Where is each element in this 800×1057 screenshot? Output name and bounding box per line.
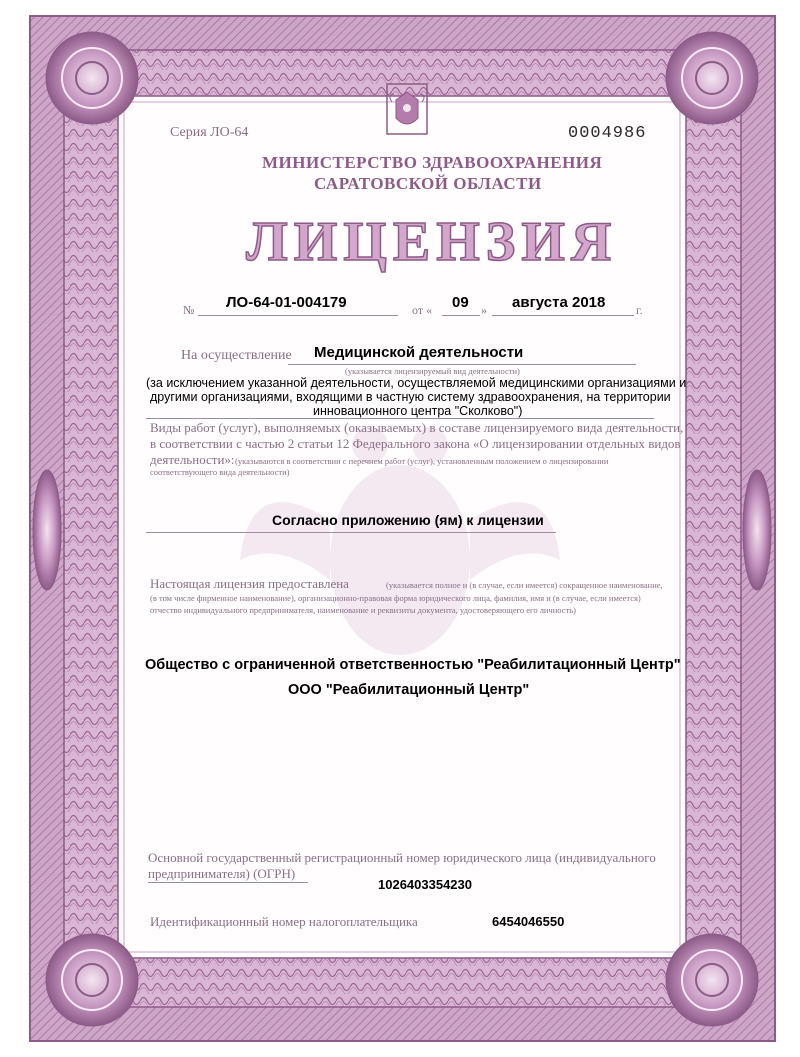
activity-value: Медицинской деятельности xyxy=(314,344,524,361)
corner-rosette-bl xyxy=(46,934,138,1026)
ministry-line-2: САРАТОВСКОЙ ОБЛАСТИ xyxy=(314,174,542,193)
license-day: 09 xyxy=(452,294,469,311)
activity-exclusion-1: (за исключением указанной деятельности, осуществляемой медицинскими организациями и xyxy=(146,376,687,390)
document-title: ЛИЦЕНЗИЯ xyxy=(246,211,618,273)
works-value: Согласно приложению (ям) к лицензии xyxy=(272,512,544,528)
granted-hint-2: (в том числе фирменное наименование), организационно-правовая форма юридического лица, фамилия, имя и (в случае, если имеется) xyxy=(150,593,641,603)
ogrn-value: 1026403354230 xyxy=(378,877,472,892)
license-number-label: № xyxy=(183,303,195,317)
series-label: Серия ЛО-64 xyxy=(170,125,249,140)
corner-rosette-tr xyxy=(666,32,758,124)
ogrn-label-2: предпринимателя) (ОГРН) xyxy=(148,866,296,881)
works-hint-2: соответствующего вида деятельности) xyxy=(150,467,290,477)
holder-full-name: Общество с ограниченной ответственностью "Реабилитационный Центр" xyxy=(145,657,681,673)
granted-hint-1: (указывается полное и (в случае, если имеется) сокращенное наименование, xyxy=(386,580,663,590)
ministry-line-1: МИНИСТЕРСТВО ЗДРАВООХРАНЕНИЯ xyxy=(262,153,603,172)
license-month-year: августа 2018 xyxy=(512,294,606,311)
granted-label: Настоящая лицензия предоставлена xyxy=(150,576,349,591)
ogrn-label-1: Основной государственный регистрационный номер юридического лица (индивидуального xyxy=(148,850,656,865)
activity-hint: (указывается лицензируемый вид деятельности) xyxy=(345,366,520,376)
inn-value: 6454046550 xyxy=(492,914,565,929)
license-number-value: ЛО-64-01-004179 xyxy=(226,294,347,311)
corner-rosette-br xyxy=(666,934,758,1026)
granted-hint-3: отчество индивидуального предпринимателя, наименование и реквизиты документа, удостоверяющего его личность) xyxy=(150,605,576,615)
date-from-label: от « xyxy=(412,303,433,317)
holder-short-name: ООО "Реабилитационный Центр" xyxy=(288,682,530,698)
works-line-2: в соответствии с частью 2 статьи 12 Федерального закона «О лицензировании отдельных видов xyxy=(150,436,681,451)
year-suffix: г. xyxy=(636,303,643,317)
works-hint-1: (указываются в соответствии с перечнем работ (услуг), установленным положением о лицензировании xyxy=(235,456,609,466)
corner-rosette-tl xyxy=(46,32,138,124)
activity-label: На осуществление xyxy=(181,348,292,363)
works-line-3: деятельности»: xyxy=(150,452,235,467)
activity-exclusion-3: инновационного центра "Сколково") xyxy=(313,404,523,418)
blank-number: 0004986 xyxy=(568,124,647,143)
quote-close: » xyxy=(481,303,487,317)
inn-label: Идентификационный номер налогоплательщика xyxy=(150,914,418,929)
works-line-1: Виды работ (услуг), выполняемых (оказываемых) в составе лицензируемого вида деятельности, xyxy=(150,420,684,435)
activity-exclusion-2: другими организациями, входящими в частную систему здравоохранения, на территории xyxy=(150,390,671,404)
